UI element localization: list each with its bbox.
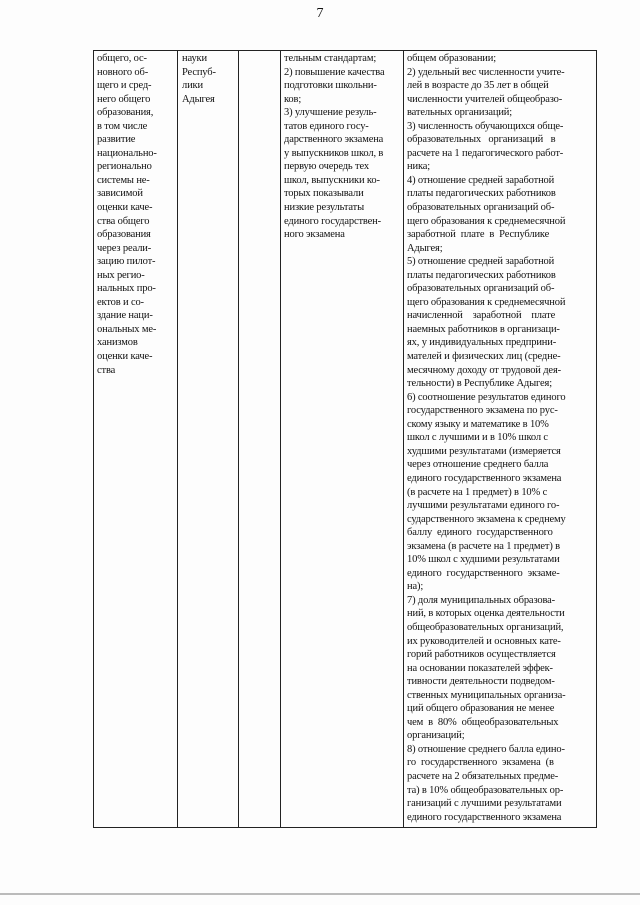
scan-bottom-edge (0, 893, 640, 895)
column-results (281, 51, 404, 827)
indicators-table (93, 50, 597, 828)
column-indicators (404, 51, 596, 827)
column-responsible (178, 51, 239, 827)
empty-cell-text (239, 51, 280, 53)
column-goal (94, 51, 178, 827)
goal-cell-text: общего, ос- новного об- щего и сред- него общего образования, в том числе развитие национально- регионально системы не- зависимой оценки каче- ства общего образования через реали- зацию пилот- ных регио- нальных про- ектов и со- здание наци- ональных ме- ханизмов оценки каче- ства (97, 53, 157, 376)
column-empty (239, 51, 281, 827)
indicators-cell-text: общем образовании; 2) удельный вес численности учите- лей в возрасте до 35 лет в общей численности учителей общеобразо- вательных организаций; 3) численность обучающихся обще- образовательных организаций в расчете на 1 педагогического работ- ника; 4) отношение средней заработной платы педагогических работников образовательных организаций об- щего образования к среднемесячной заработной плате в Республике Адыгея; 5) отношение средней заработной платы педагогических работников образовательных организаций об- щего образования к среднемесячной начисленной заработной плате наемных работников в организаци- ях, у индивидуальных предприни- мателей и физических лиц (средне- месячному доходу от трудовой дея- тельности) в Республике Адыгея; 6) соотношение результатов единого государственного экзамена по рус- скому языку и математике в 10% школ с лучшими и в 10% школ с худшими результатами (измеряется через отношение среднего балла единого государственного экзамена (в расчете на 1 предмет) в 10% с лучшими результатами единого го- сударственного экзамена к среднему баллу единого государственного экзамена (в расчете на 1 предмет) в 10% школ с худшими результатами единого государственного экзаме- на); 7) доля муниципальных образова- ний, в которых оценка деятельности общеобразовательных организаций, их руководителей и основных кате- горий работников осуществляется на основании показателей эффек- тивности деятельности подведом- ственных муниципальных организа- ций общего образования не менее чем в 80% общеобразовательных организаций; 8) отношение среднего балла едино- го государственного экзамена (в расчете на 2 обязательных предме- та) в 10% общеобразовательных ор- ганизаций с лучшими результатами единого государственного экзамена (407, 53, 566, 823)
responsible-cell-text: науки Респуб- лики Адыгея (182, 53, 216, 105)
page-number: 7 (316, 6, 324, 21)
results-cell-text: тельным стандартам; 2) повышение качества подготовки школьни- ков; 3) улучшение резуль- татов единого госу- дарственного экзамена у выпускников школ, в первую очередь тех школ, выпускники ко- торых показывали низкие результаты единого государствен- ного экзамена (284, 53, 385, 241)
